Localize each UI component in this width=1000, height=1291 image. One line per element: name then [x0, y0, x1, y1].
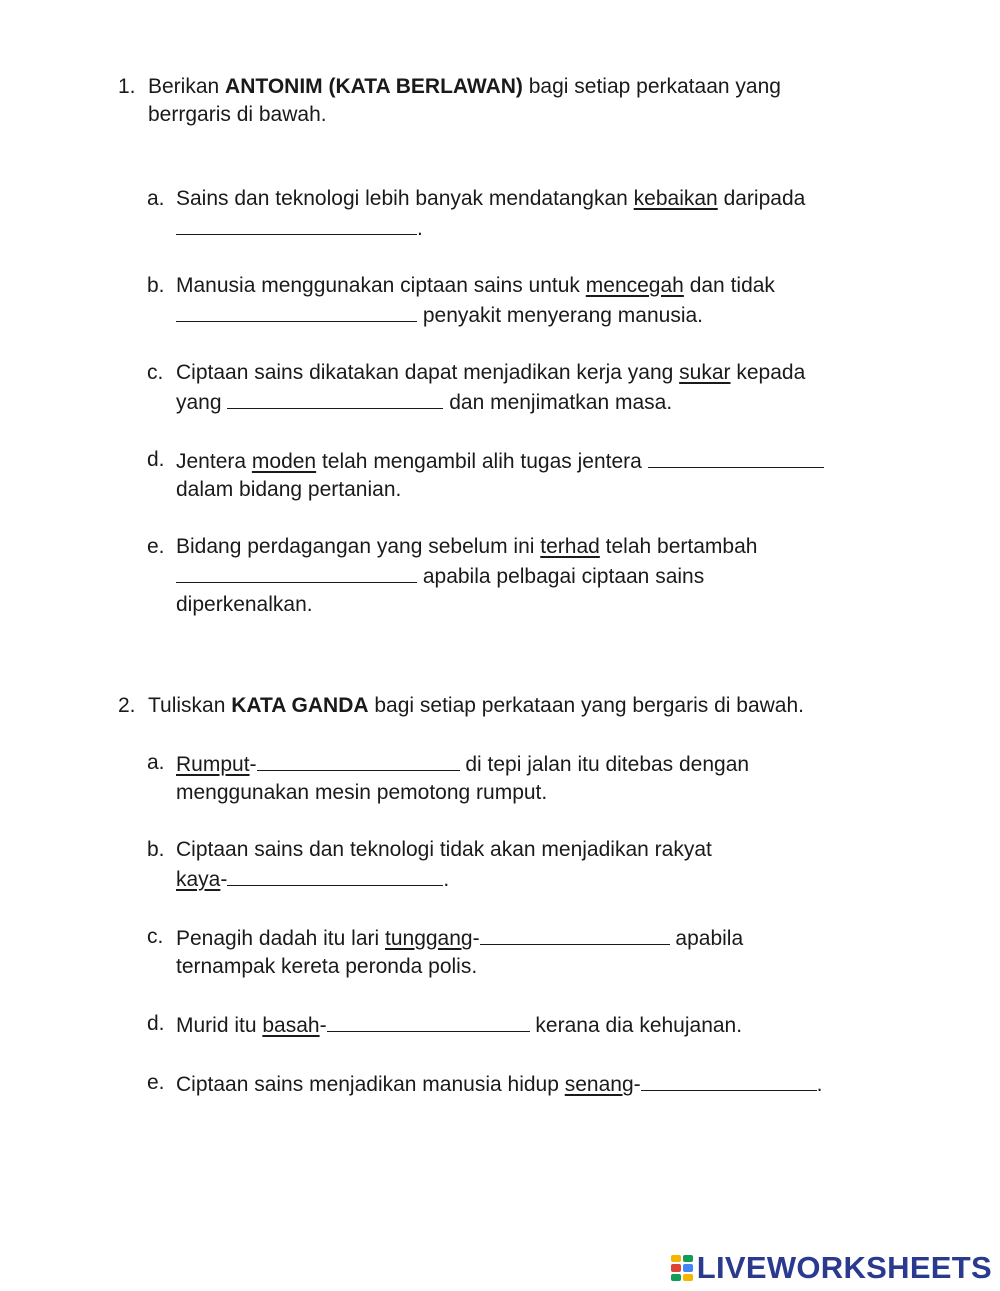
question-2-item-a: a. Rumput- di tepi jalan itu ditebas dengan menggunakan mesin pemotong rumput. — [147, 751, 750, 804]
question-2-item-b: b. Ciptaan sains dan teknologi tidak akan menjadikan rakyat kaya- . — [147, 838, 712, 891]
underlined-word: senang — [564, 1073, 634, 1096]
question-1-item-e: e. Bidang perdagangan yang sebelum ini terhad telah bertambah apabila pelbagai ciptaan sains diperkenalkan. — [147, 535, 758, 616]
answer-blank[interactable] — [227, 864, 443, 886]
answer-blank[interactable] — [176, 561, 417, 583]
answer-blank[interactable] — [327, 1010, 530, 1032]
question-keyword: KATA GANDA — [231, 694, 369, 717]
question-number: 1. — [118, 75, 136, 98]
underlined-word: Rumput — [176, 753, 250, 776]
question-1-prompt — [118, 73, 888, 129]
logo-text: LIVEWORKSHEETS — [696, 1250, 992, 1285]
answer-blank[interactable] — [648, 446, 824, 468]
question-1-item-b: b. Manusia menggunakan ciptaan sains untuk mencegah dan tidak penyakit menyerang manusia. — [147, 274, 775, 327]
question-2-item-e: e. Ciptaan sains menjadikan manusia hidup senang- . — [147, 1071, 823, 1096]
answer-blank[interactable] — [257, 749, 460, 771]
underlined-word: kaya — [176, 868, 221, 891]
underlined-word: tunggang — [385, 927, 473, 950]
question-1-item-c: c. Ciptaan sains dikatakan dapat menjadikan kerja yang sukar kepada yang dan menjimatkan masa. — [147, 361, 806, 414]
answer-blank[interactable] — [641, 1069, 817, 1091]
underlined-word: kebaikan — [633, 187, 718, 210]
underlined-word: terhad — [540, 535, 600, 558]
liveworksheets-logo — [671, 1250, 992, 1285]
question-number: 2. — [118, 694, 136, 717]
underlined-word: mencegah — [585, 274, 684, 297]
answer-blank[interactable] — [227, 387, 443, 409]
question-2-prompt — [118, 692, 888, 720]
underlined-word: moden — [251, 450, 317, 473]
question-1-item-d: d. Jentera moden telah mengambil alih tugas jentera dalam bidang pertanian. — [147, 446, 888, 504]
underlined-word: sukar — [679, 361, 731, 384]
answer-blank[interactable] — [176, 213, 417, 235]
question-2 — [118, 692, 888, 1099]
answer-blank[interactable] — [480, 923, 670, 945]
question-keyword: ANTONIM (KATA BERLAWAN) — [225, 75, 523, 98]
liveworksheets-logo-icon — [671, 1255, 693, 1281]
question-1-item-a: a. Sains dan teknologi lebih banyak mendatangkan kebaikan daripada . — [147, 187, 806, 240]
question-1 — [118, 73, 888, 619]
question-text: Berikan ANTONIM (KATA BERLAWAN) bagi setiap perkataan yang berrgaris di bawah. — [148, 75, 781, 126]
question-2-item-d: d. Murid itu basah- kerana dia kehujanan. — [147, 1012, 743, 1037]
question-text: Tuliskan KATA GANDA bagi setiap perkataan yang bergaris di bawah. — [148, 694, 804, 717]
underlined-word: basah — [262, 1014, 320, 1037]
question-2-item-c: c. Penagih dadah itu lari tunggang- apabila ternampak kereta peronda polis. — [147, 925, 744, 978]
answer-blank[interactable] — [176, 300, 417, 322]
